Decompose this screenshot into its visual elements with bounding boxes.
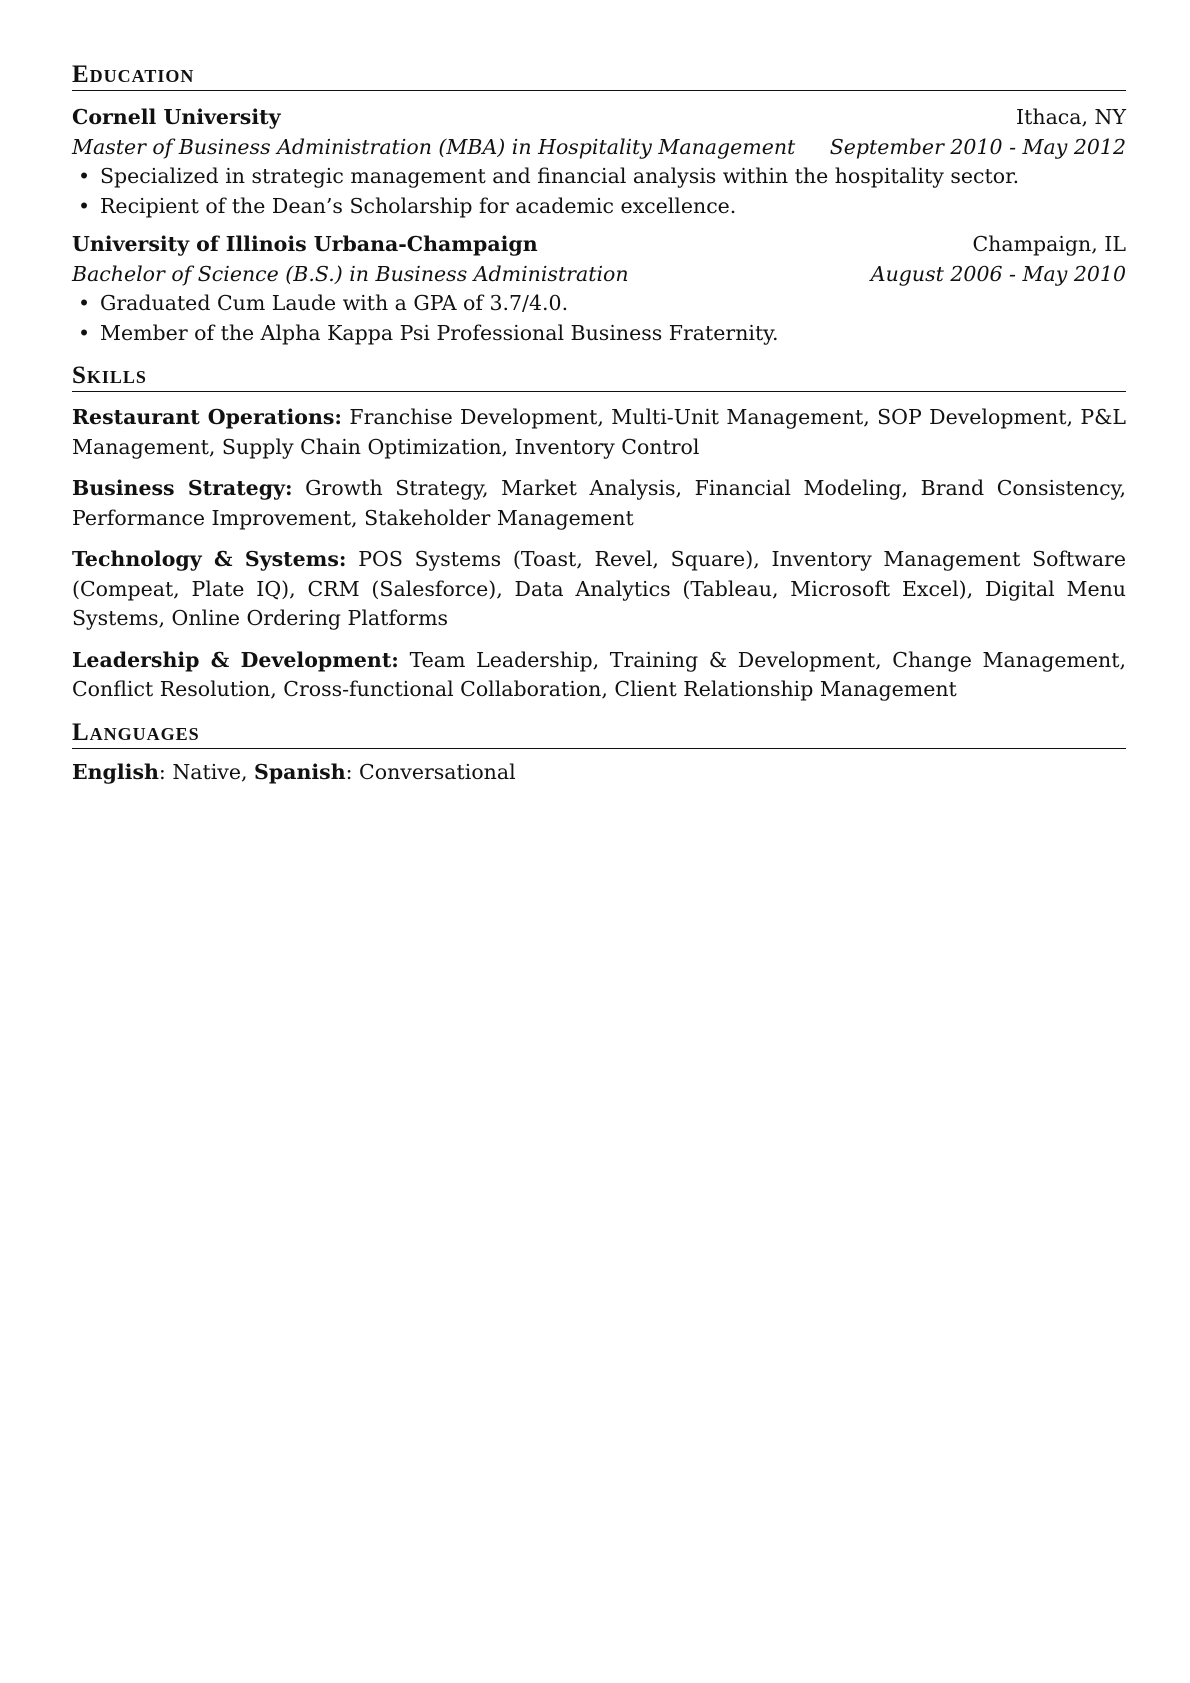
language-level: Conversational [359, 759, 516, 784]
bullet-text: Member of the Alpha Kappa Psi Professional Business Fraternity. [100, 320, 779, 345]
section-title-languages: Languages [72, 720, 1126, 749]
bullet-text: Specialized in strategic management and financial analysis within the hospitality sector. [100, 164, 1020, 188]
degree-row [72, 260, 1126, 290]
skill-group-text: Franchise Development, Multi-Unit Management, SOP Development, P&L Management, Supply Chain Optimization, Inventory Control [72, 405, 1126, 459]
skill-group [72, 403, 1126, 462]
institution-location: Ithaca, NY [1016, 105, 1126, 129]
degree-title: Bachelor of Science (B.S.) in Business Administration [72, 261, 629, 286]
skill-group-label: Leadership & Development: [72, 647, 399, 672]
section-title-skills: Skills [72, 363, 1126, 392]
skill-group [72, 646, 1126, 705]
skill-group-text: Team Leadership, Training & Development, Change Management, Conflict Resolution, Cross-functional Collaboration, Client Relationship Management [72, 647, 1126, 701]
language-name: English [72, 759, 159, 784]
skill-group-text: POS Systems (Toast, Revel, Square), Inventory Management Software (Compeat, Plate IQ), CRM (Salesforce), Data Analytics (Tableau, Microsoft Excel), Digital Menu Systems, Online Ordering Platforms [72, 547, 1126, 630]
language-colon: : [158, 759, 173, 784]
languages-line [72, 758, 1126, 788]
language-separator: , [241, 759, 255, 784]
education-bullets [72, 162, 1126, 221]
skills-section [72, 363, 1126, 705]
bullet-icon: • [78, 164, 91, 188]
bullet-text: Recipient of the Dean’s Scholarship for academic excellence. [100, 193, 737, 218]
institution-name: University of Illinois Urbana-Champaign [72, 232, 538, 256]
languages-section [72, 720, 1126, 788]
education-section [72, 62, 1126, 348]
skill-group-text: Growth Strategy, Market Analysis, Financial Modeling, Brand Consistency, Performance Improvement, Stakeholder Management [72, 476, 1126, 530]
education-bullets [72, 289, 1126, 348]
bullet-icon: • [78, 320, 91, 345]
degree-title: Master of Business Administration (MBA) in Hospitality Management [72, 134, 796, 159]
education-entry [72, 230, 1126, 348]
bullet-icon: • [78, 291, 91, 315]
resume-page [72, 62, 1126, 800]
degree-row [72, 133, 1126, 163]
language-level: Native [172, 759, 241, 784]
skill-group [72, 545, 1126, 634]
degree-dates: August 2006 - May 2010 [870, 261, 1126, 286]
institution-name: Cornell University [72, 105, 281, 129]
skill-group-label: Restaurant Operations: [72, 405, 342, 429]
list-item [72, 192, 1126, 222]
skill-group [72, 474, 1126, 533]
degree-dates: September 2010 - May 2012 [829, 134, 1126, 159]
list-item [72, 319, 1126, 349]
language-colon: : [345, 759, 360, 784]
education-header-row [72, 103, 1126, 133]
education-entry [72, 103, 1126, 221]
bullet-text: Graduated Cum Laude with a GPA of 3.7/4.0. [100, 291, 569, 315]
list-item [72, 289, 1126, 319]
skill-group-label: Business Strategy: [72, 476, 293, 500]
list-item [72, 162, 1126, 192]
bullet-icon: • [78, 193, 91, 218]
section-title-education: Education [72, 62, 1126, 91]
language-name: Spanish [254, 759, 346, 784]
institution-location: Champaign, IL [972, 232, 1126, 256]
skill-group-label: Technology & Systems: [72, 547, 347, 571]
education-header-row [72, 230, 1126, 260]
